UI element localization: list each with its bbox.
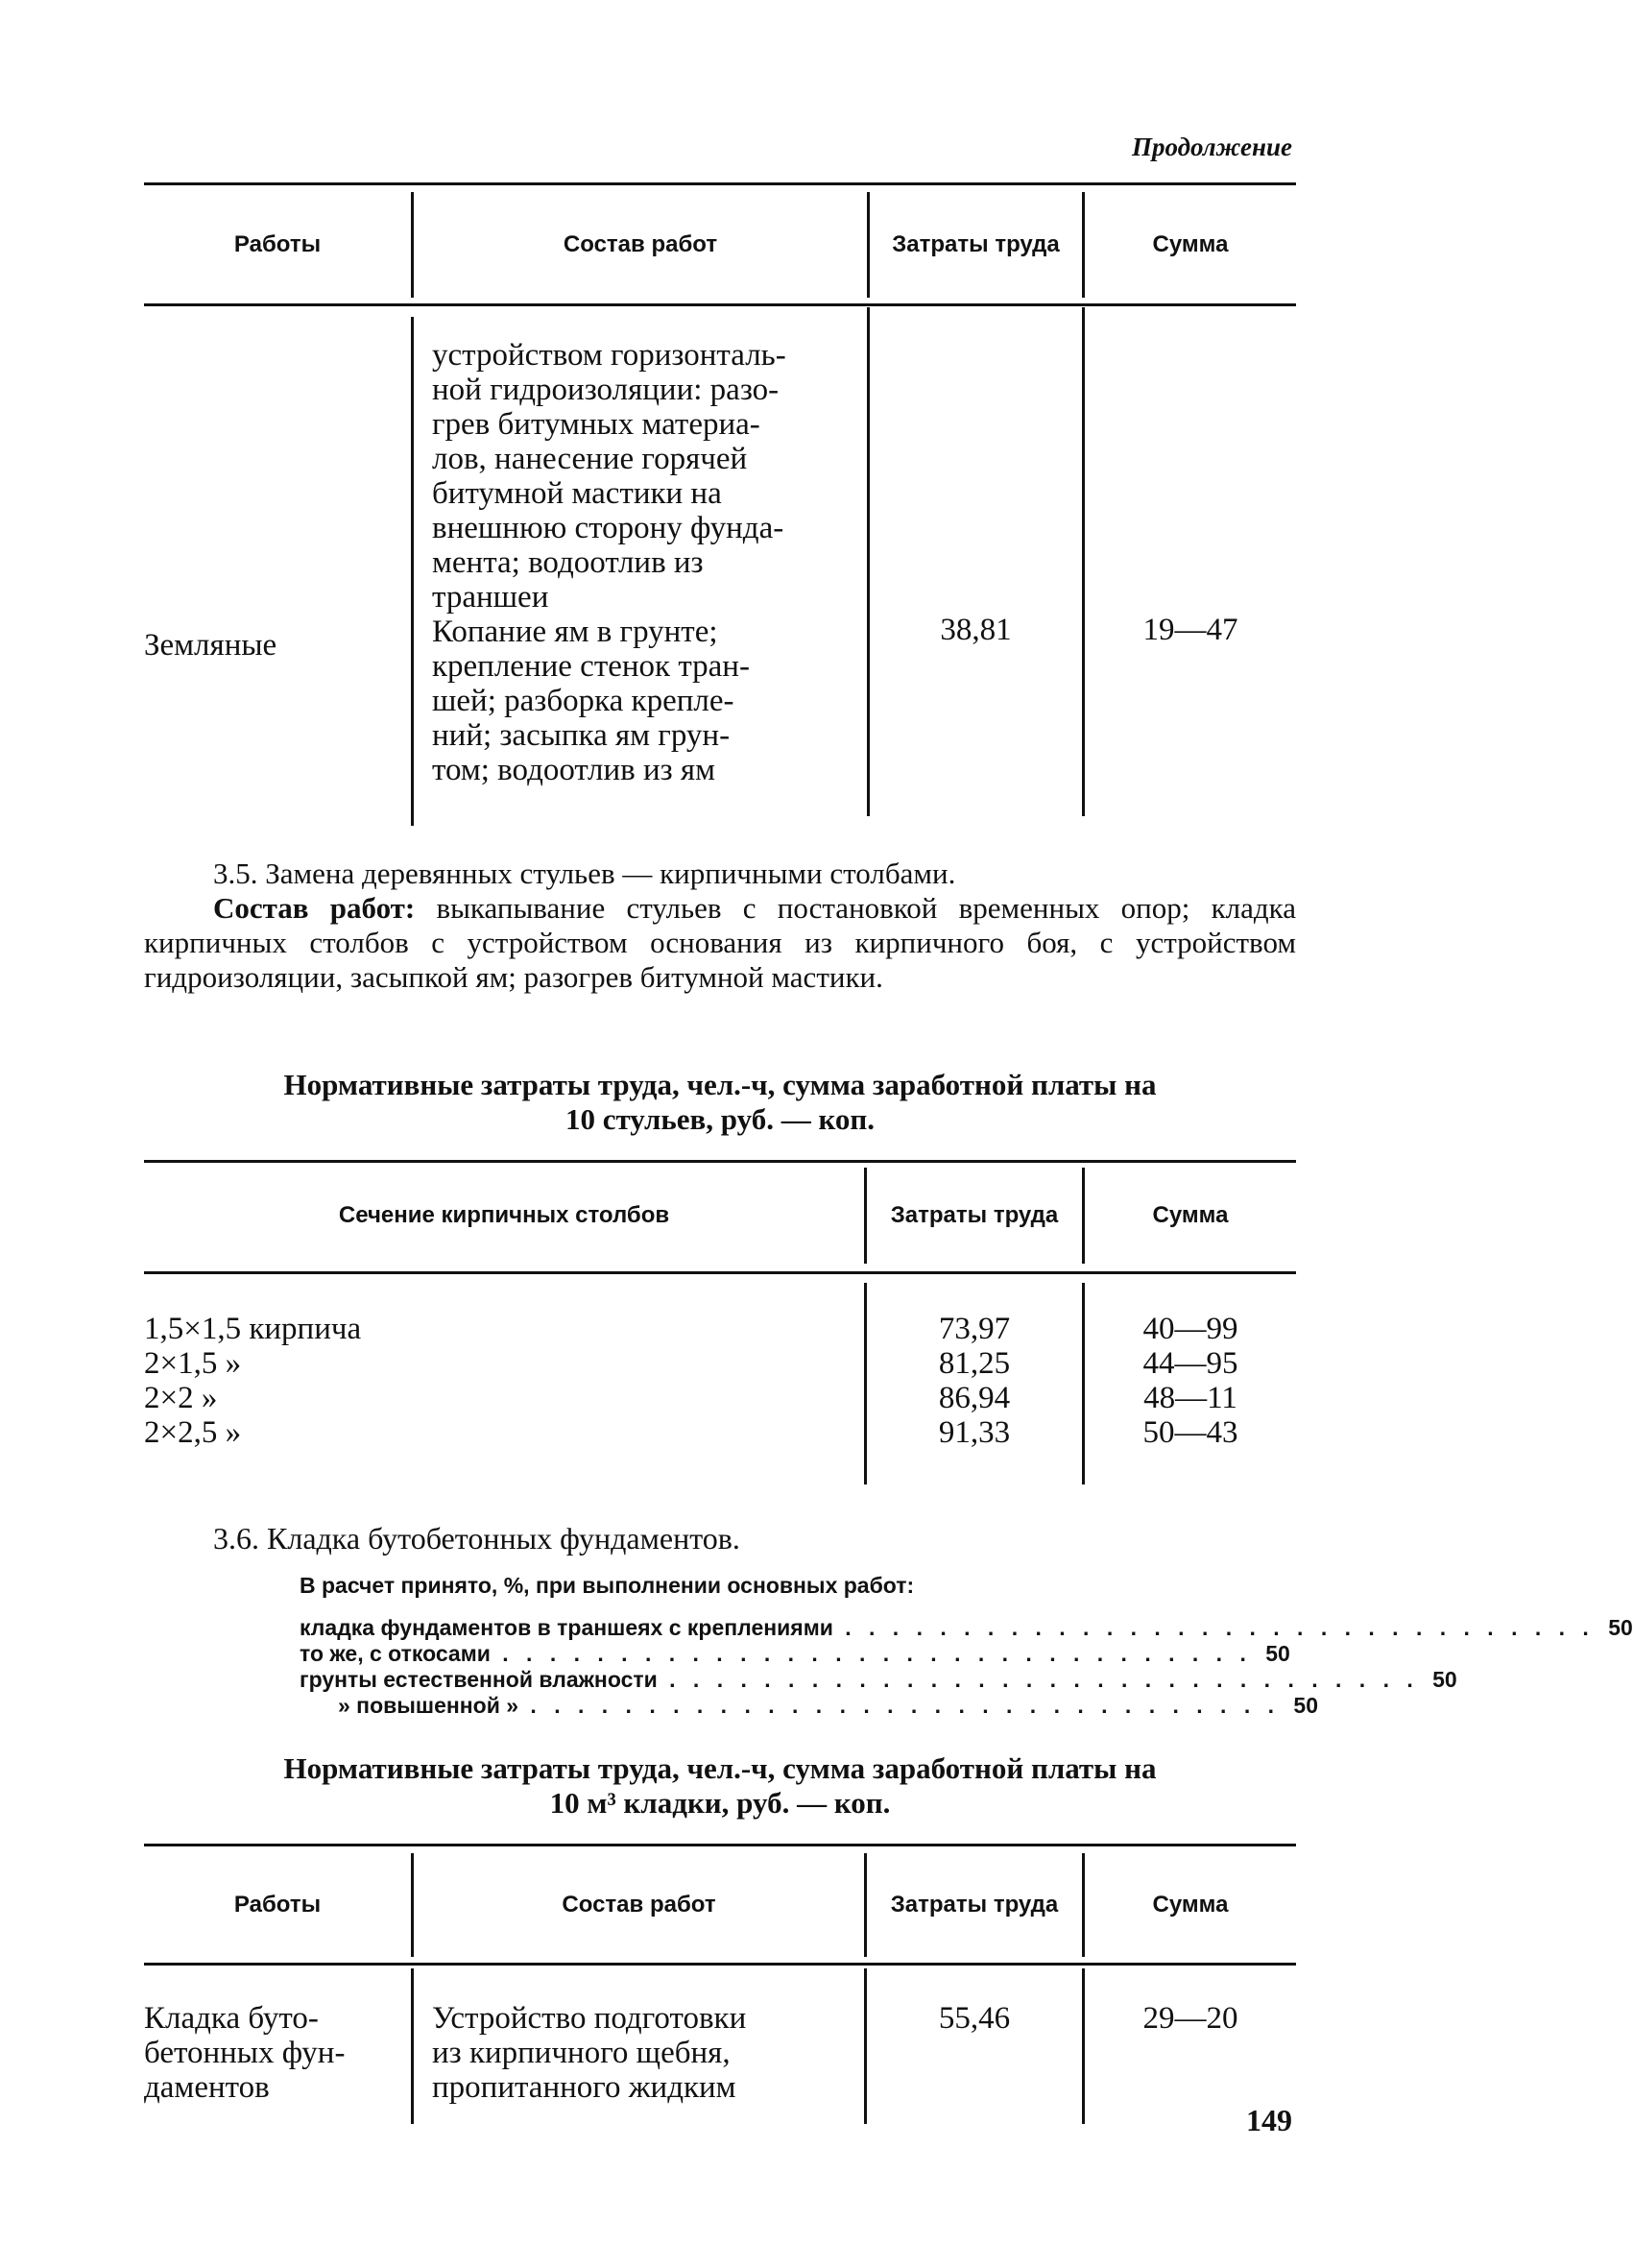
table-2-labor: 73,97 [938,1312,1011,1346]
section-3-6-intro: В расчет принято, %, при выполнении основных работ: [300,1573,915,1598]
composition-line: лов, нанесение горячей [432,442,748,476]
composition-line: ний; засыпка ям грун- [432,718,731,753]
table-2-row [144,1381,854,1415]
percent-item-label: » повышенной » [338,1693,519,1718]
page-number: 149 [1246,2103,1292,2137]
composition-line: битумной мастики на [432,476,722,511]
table-2-row [144,1312,854,1346]
table-3-header-labor: Затраты труда [890,1892,1059,1918]
table-3-header-rule [144,1963,1296,1966]
composition-label: Состав работ: [213,891,416,925]
percent-item-label: то же, с откосами [300,1641,491,1666]
composition-line: Копание ям в грунте; [432,615,718,649]
composition-line: траншеи [432,580,549,615]
composition-text: выкапывание стульев с постановкой временных опор; кладка кирпичных столбов с устройством основания из кирпичного боя, с устройством гидроизоляции, засыпкой ям; разогрев битумной мастики. [144,891,1297,994]
table-1-composition [432,338,854,787]
table-2-sum: 50—43 [1142,1415,1238,1450]
table-1-labor: 38,81 [940,613,1012,647]
composition-line: грев битумных материа- [432,407,760,442]
table-1-sum: 19—47 [1142,613,1238,647]
table-2-section: 2×2 » [144,1381,218,1415]
table-2-section: 2×1,5 » [144,1346,242,1381]
work-line: Кладка буто- [144,2001,319,2036]
table-2-header-sum: Сумма [1152,1202,1229,1229]
table-3-sum: 29—20 [1142,2001,1238,2036]
table-1-header-sum: Сумма [1152,231,1229,258]
table-3-labor: 55,46 [938,2001,1011,2036]
continued-label: Продолжение [1131,133,1292,161]
table-2-sum: 48—11 [1143,1381,1237,1415]
table-2-caption [144,1068,1296,1137]
table-2-header-rule [144,1271,1296,1274]
table-2-top-rule [144,1160,1296,1163]
composition-line: том; водоотлив из ям [432,753,715,787]
table-1-top-rule [144,182,1296,185]
percent-item-label: грунты естественной влажности [300,1667,658,1692]
table-1-work: Земляные [144,628,277,663]
table-2-labor: 86,94 [938,1381,1011,1415]
table-3-composition [432,2001,853,2105]
percent-item-value: 50 [1293,1693,1318,1718]
composition-line: шей; разборка крепле- [432,684,734,718]
section-3-5-composition [144,891,1296,995]
section-3-5-title: 3.5. Замена деревянных стульев — кирпичными столбами. [213,857,956,890]
percent-item-value: 50 [1608,1615,1633,1640]
table-1-divider [411,317,414,826]
table-2-sum: 44—95 [1142,1346,1238,1381]
table-3-divider [1082,1968,1085,2124]
table-1-header-labor: Затраты труда [892,231,1060,258]
table-2-section: 1,5×1,5 кирпича [144,1312,362,1346]
table-3-header-composition: Состав работ [562,1892,716,1918]
work-line: бетонных фун- [144,2036,346,2070]
table-2-row [144,1415,854,1450]
table-3-caption [144,1751,1296,1821]
percent-item-value: 50 [1432,1667,1457,1692]
percent-item: кладка фундаментов в траншеях с креплениями . . . . . . . . . . . . . . . . . . . . . . . . . . . . . . . . 50 [300,1615,1633,1640]
table-3-header-sum: Сумма [1152,1892,1229,1918]
percent-item: то же, с откосами . . . . . . . . . . . . . . . . . . . . . . . . . . . . . . . . 50 [300,1641,1290,1666]
caption-line: 10 м³ кладки, руб. — коп. [549,1786,891,1820]
percent-item: грунты естественной влажности . . . . . . . . . . . . . . . . . . . . . . . . . . . . . . . . 50 [300,1667,1457,1692]
table-1-divider [867,307,870,816]
table-1-header-rule [144,303,1296,306]
percent-item-label: кладка фундаментов в траншеях с креплениями [300,1615,833,1640]
section-3-6-title: 3.6. Кладка бутобетонных фундаментов. [213,1521,740,1556]
table-2-header-labor: Затраты труда [890,1202,1059,1229]
table-2-header-section: Сечение кирпичных столбов [338,1202,670,1229]
table-3-work [144,2001,403,2105]
composition-line: пропитанного жидким [432,2070,736,2105]
composition-line: мента; водоотлив из [432,545,704,580]
table-3-divider [411,1968,414,2124]
work-line: даментов [144,2070,270,2105]
caption-line: Нормативные затраты труда, чел.-ч, сумма заработной платы на [283,1751,1157,1785]
table-2-section: 2×2,5 » [144,1415,242,1450]
table-2-sum: 40—99 [1142,1312,1238,1346]
table-3-divider [864,1968,867,2124]
composition-line: крепление стенок тран- [432,649,750,684]
percent-item: » повышенной » . . . . . . . . . . . . . . . . . . . . . . . . . . . . . . . . 50 [300,1693,1190,1719]
caption-line: 10 стульев, руб. — коп. [564,1102,876,1136]
composition-line: Устройство подготовки [432,2001,747,2036]
table-2-row [144,1346,854,1381]
table-1-header-composition: Состав работ [563,231,718,258]
composition-line: ной гидроизоляции: разо- [432,373,780,407]
composition-line: устройством горизонталь- [432,338,786,373]
composition-line: внешнюю сторону фунда- [432,511,784,545]
table-2-labor: 91,33 [938,1415,1011,1450]
table-2-labor: 81,25 [938,1346,1011,1381]
percent-item-value: 50 [1265,1641,1290,1666]
table-3-header-work: Работы [233,1892,322,1918]
table-3-top-rule [144,1844,1296,1846]
table-1-divider [1082,307,1085,816]
caption-line: Нормативные затраты труда, чел.-ч, сумма заработной платы на [283,1068,1157,1101]
composition-line: из кирпичного щебня, [432,2036,731,2070]
percent-list [300,1615,1633,1719]
table-1-header-work: Работы [233,231,322,258]
